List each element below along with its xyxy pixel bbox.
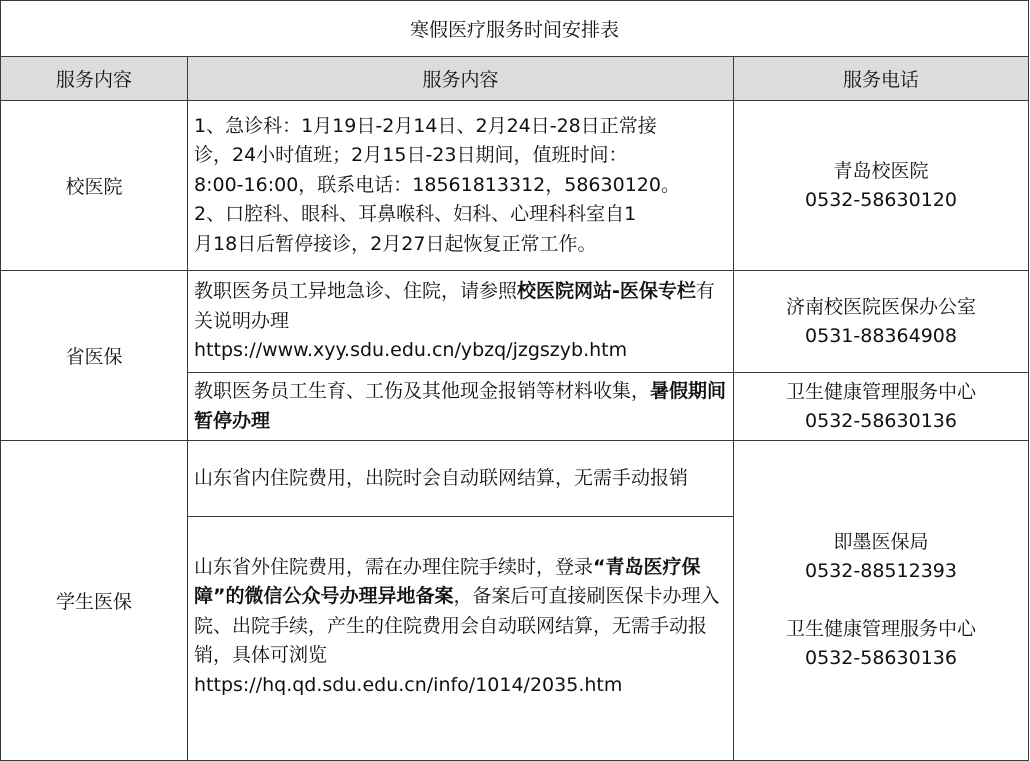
content-bold-text: 暑假期间暂停办理 xyxy=(194,380,727,432)
header-phone: 服务电话 xyxy=(734,57,1029,101)
phone-contact-name: 即墨医保局 xyxy=(833,531,929,553)
content-bold-text: 校医院网站-医保专栏 xyxy=(517,280,696,303)
content-text: 山东省外住院费用，需在办理住院手续时，登录 xyxy=(194,555,594,578)
phone-number: 0532-58630136 xyxy=(805,409,957,432)
header-content: 服务内容 xyxy=(188,57,734,101)
content-provincial-reimbursement xyxy=(188,373,734,441)
category-student-insurance: 学生医保 xyxy=(1,441,188,761)
phone-provincial-reimbursement xyxy=(734,373,1029,441)
phone-campus-hospital xyxy=(734,101,1029,271)
phone-number: 0532-88512393 xyxy=(805,560,957,582)
content-line: 1、急诊科：1月19日-2月14日、2月24日-28日正常接 xyxy=(194,114,657,137)
content-text: 有关说明办理 xyxy=(194,280,715,332)
table-title: 寒假医疗服务时间安排表 xyxy=(1,1,1029,57)
header-category: 服务内容 xyxy=(1,57,188,101)
header-row xyxy=(1,57,1029,101)
phone-number: 0532-58630120 xyxy=(805,188,957,211)
content-bold-text: “青岛医疗保障”的微信公众号办理异地备案 xyxy=(194,555,701,608)
reference-url: https://hq.qd.sdu.edu.cn/info/1014/2035.htm xyxy=(194,673,623,696)
table-row xyxy=(1,101,1029,271)
phone-contact-name: 卫生健康管理服务中心 xyxy=(786,380,977,403)
phone-contact-name: 济南校医院医保办公室 xyxy=(786,295,977,318)
content-provincial-emergency xyxy=(188,271,734,373)
phone-contact-name: 青岛校医院 xyxy=(833,159,929,182)
phone-contact-name: 卫生健康管理服务中心 xyxy=(786,618,977,640)
phone-number: 0532-58630136 xyxy=(805,647,957,669)
content-text: 教职医务员工异地急诊、住院，请参照 xyxy=(194,280,518,303)
content-line: 诊，24小时值班；2月15日-23日期间，值班时间： xyxy=(194,144,628,167)
phone-provincial-emergency xyxy=(734,271,1029,373)
category-provincial-insurance: 省医保 xyxy=(1,271,188,441)
table-row xyxy=(1,441,1029,517)
content-line: 2、口腔科、眼科、耳鼻喉科、妇科、心理科科室自1 xyxy=(194,203,637,226)
content-line: 8:00-16:00，联系电话：18561813312，58630120。 xyxy=(194,173,680,196)
content-student-in-province: 山东省内住院费用，出院时会自动联网结算，无需手动报销 xyxy=(188,441,734,517)
phone-contact-block xyxy=(734,615,1028,673)
phone-number: 0531-88364908 xyxy=(805,324,957,347)
table-row xyxy=(1,271,1029,373)
content-text: 教职医务员工生育、工伤及其他现金报销等材料收集， xyxy=(194,380,651,402)
reference-url: https://www.xyy.sdu.edu.cn/ybzq/jzgszyb.htm xyxy=(194,339,628,362)
content-text: ，备案后可直接刷医保卡办理入院、出院手续，产生的住院费用会自动联网结算，无需手动报销，具体可浏览 xyxy=(194,585,720,667)
category-campus-hospital: 校医院 xyxy=(1,101,188,271)
content-line: 月18日后暂停接诊，2月27日起恢复正常工作。 xyxy=(194,232,597,255)
content-campus-hospital xyxy=(188,101,734,271)
content-student-out-of-province xyxy=(188,517,734,761)
phone-student-insurance xyxy=(734,441,1029,761)
phone-contact-block xyxy=(734,528,1028,586)
